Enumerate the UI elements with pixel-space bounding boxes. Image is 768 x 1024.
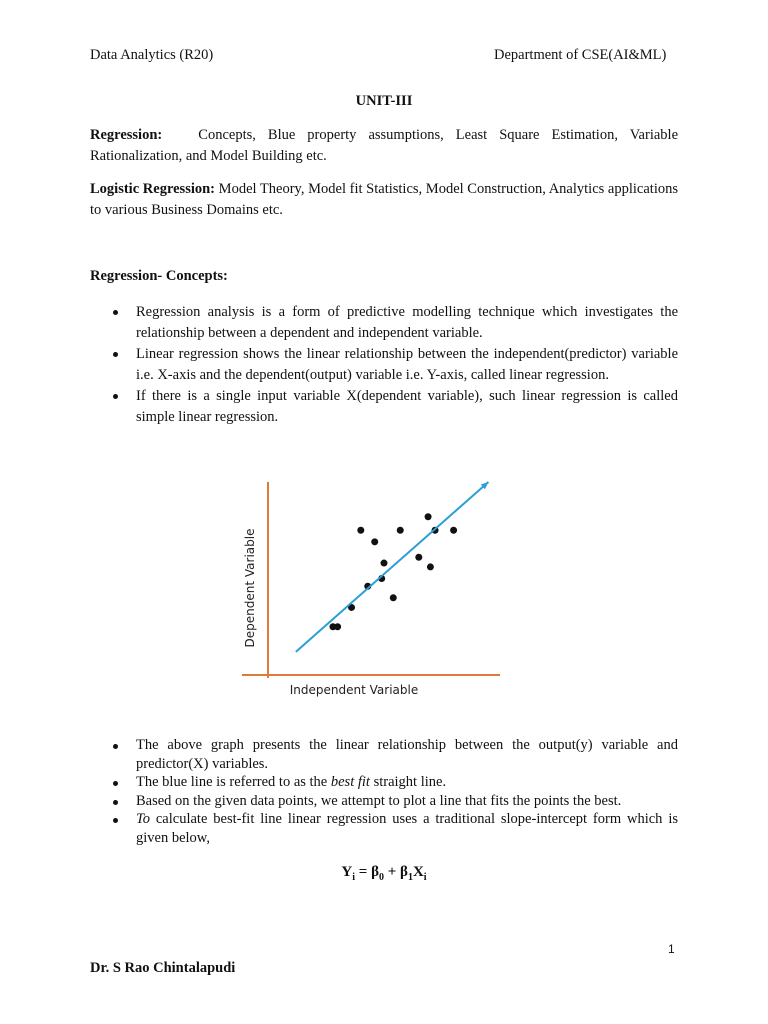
scatter-point: [371, 538, 378, 545]
scatter-point: [381, 560, 388, 567]
eq-sub-i2: i: [423, 872, 427, 883]
y-axis-label: Dependent Variable: [243, 528, 257, 648]
footer-author: Dr. S Rao Chintalapudi: [90, 960, 236, 976]
list-item-tail: straight line.: [369, 774, 447, 790]
scatter-point: [397, 527, 404, 534]
regression-paragraph: [90, 125, 678, 167]
scatter-point: [357, 527, 364, 534]
header-course: Data Analytics (R20): [90, 47, 214, 63]
regression-equation: [0, 864, 768, 883]
scatter-point: [390, 594, 397, 601]
eq-x: X: [412, 864, 424, 880]
list-item: Based on the given data points, we attempt to plot a line that fits the points the best.: [90, 792, 678, 811]
header-department: Department of CSE(AI&ML): [494, 47, 667, 63]
fit-line-layer: [296, 482, 489, 652]
scatter-point: [450, 527, 457, 534]
list-item: [90, 773, 678, 792]
x-axis-label: Independent Variable: [289, 683, 419, 697]
eq-y: Y: [341, 864, 353, 880]
list-item-text: The blue line is referred to as the: [136, 774, 331, 790]
scatter-point: [415, 554, 422, 561]
regression-scatter-chart: [238, 478, 502, 704]
list-item-text: calculate best-fit line linear regression uses a traditional slope-intercept form which is given below,: [136, 811, 678, 846]
regression-text: Concepts, Blue property assumptions, Least Square Estimation, Variable Rationalization, and Model Building etc.: [90, 127, 679, 164]
eq-sub-i: i: [352, 872, 356, 883]
logistic-label: Logistic Regression:: [90, 181, 216, 197]
best-fit-line: [296, 482, 489, 652]
data-points: [329, 513, 457, 630]
eq-beta1: + β: [384, 864, 408, 880]
list-item: The above graph presents the linear relationship between the output(y) variable and predictor(X) variables.: [90, 736, 678, 773]
list-item: [90, 810, 678, 847]
section-heading: Regression- Concepts:: [90, 268, 228, 284]
logistic-paragraph: [90, 179, 678, 221]
logistic-text: Model Theory, Model fit Statistics, Model Construction, Analytics applications to various Business Domains etc.: [90, 181, 678, 218]
eq-beta0: = β: [355, 864, 379, 880]
scatter-point: [425, 513, 432, 520]
eq-sub-0: 0: [379, 872, 384, 883]
scatter-point: [427, 563, 434, 570]
page-number: 1: [668, 942, 675, 956]
concepts-list: [90, 302, 678, 428]
list-item: If there is a single input variable X(dependent variable), such linear regression is called simple linear regression.: [90, 386, 678, 428]
graph-notes-list: [90, 736, 678, 847]
unit-title: UNIT-III: [355, 93, 413, 109]
scatter-point: [329, 623, 336, 630]
list-item: Regression analysis is a form of predictive modelling technique which investigates the relationship between a dependent and independent variable.: [90, 302, 678, 344]
list-item: Linear regression shows the linear relationship between the independent(predictor) variable i.e. X-axis and the dependent(output) variable i.e. Y-axis, called linear regression.: [90, 344, 678, 386]
best-fit-term: best fit: [330, 774, 370, 790]
to-term: To: [136, 811, 150, 827]
eq-sub-1: 1: [407, 872, 413, 883]
regression-label: Regression:: [90, 127, 163, 143]
